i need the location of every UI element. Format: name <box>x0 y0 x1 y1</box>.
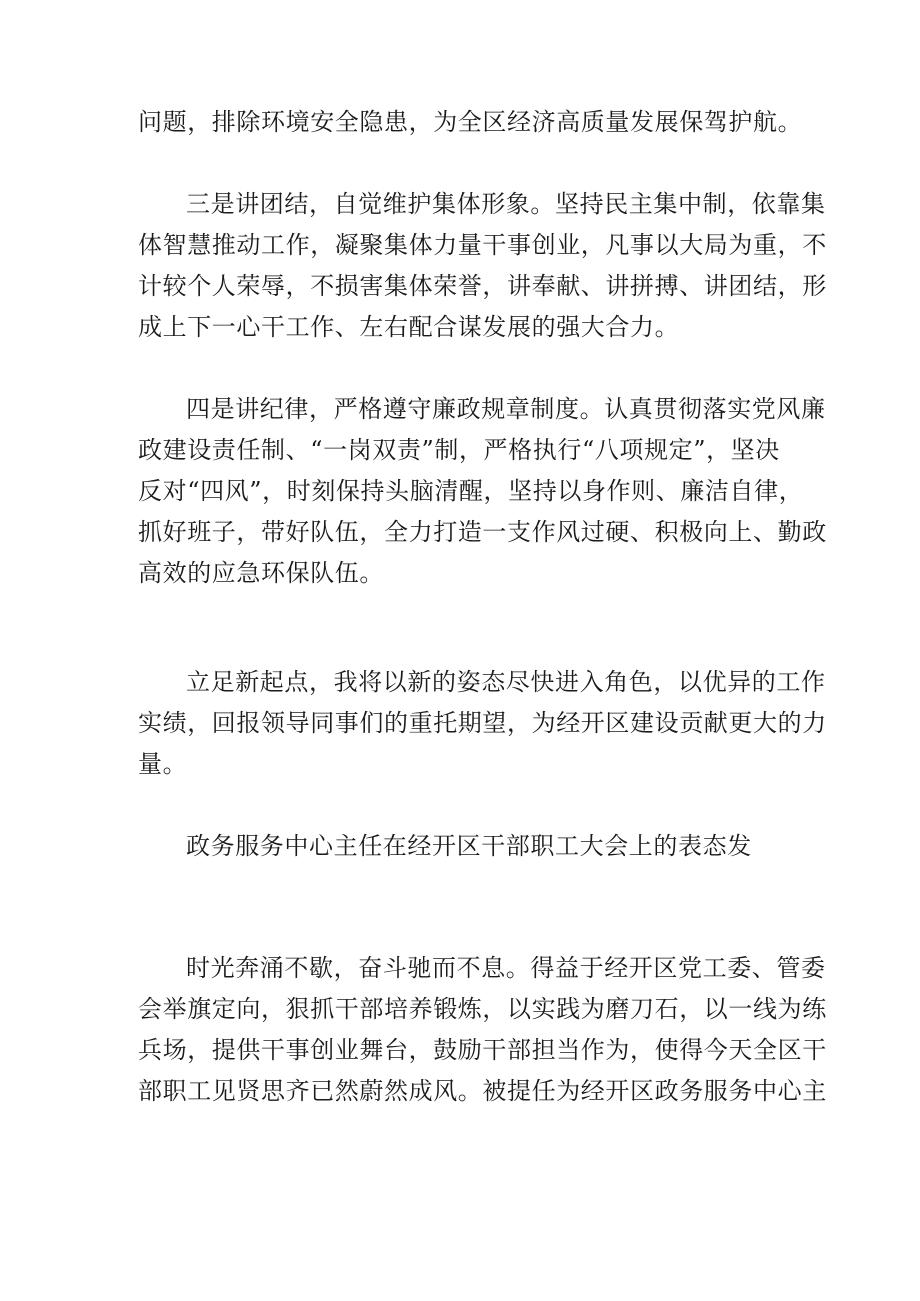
paragraph-4-line-2: 实绩，回报领导同事们的重托期望，为经开区建设贡献更大的力 <box>138 709 827 737</box>
paragraph-2-line-3: 计较个人荣辱，不损害集体荣誉，讲奉献、讲拼搏、讲团结，形 <box>138 272 827 300</box>
paragraph-3-line-3: 反对“四风”，时刻保持头脑清醒，坚持以身作则、廉洁自律， <box>138 477 804 505</box>
paragraph-4-line-3: 量。 <box>138 750 188 778</box>
paragraph-4-line-1: 立足新起点，我将以新的姿态尽快进入角色，以优异的工作 <box>186 668 826 696</box>
paragraph-5-line-1: 时光奔涌不歇，奋斗驰而不息。得益于经开区党工委、管委 <box>186 954 826 982</box>
paragraph-5-line-2: 会举旗定向，狠抓干部培养锻炼，以实践为磨刀石，以一线为练 <box>138 995 827 1023</box>
paragraph-1-line-1: 问题，排除环境安全隐患，为全区经济高质量发展保驾护航。 <box>138 108 803 136</box>
paragraph-5-line-3: 兵场，提供干事创业舞台，鼓励干部担当作为，使得今天全区干 <box>138 1036 827 1064</box>
paragraph-2-line-2: 体智慧推动工作，凝聚集体力量干事创业，凡事以大局为重，不 <box>138 231 827 259</box>
paragraph-3-line-4: 抓好班子，带好队伍，全力打造一支作风过硬、积极向上、勤政 <box>138 518 827 546</box>
section-title: 政务服务中心主任在经开区干部职工大会上的表态发 <box>186 832 752 860</box>
paragraph-3-line-1: 四是讲纪律，严格遵守廉政规章制度。认真贯彻落实党风廉 <box>186 395 826 423</box>
paragraph-3-line-5: 高效的应急环保队伍。 <box>138 559 384 587</box>
paragraph-5-line-4: 部职工见贤思齐已然蔚然成风。被提任为经开区政务服务中心主 <box>138 1077 827 1105</box>
paragraph-2-line-1: 三是讲团结，自觉维护集体形象。坚持民主集中制，依靠集 <box>186 190 826 218</box>
paragraph-3-line-2: 政建设责任制、“一岗双责”制，严格执行“八项规定”，坚决 <box>138 436 780 464</box>
paragraph-2-line-4: 成上下一心干工作、左右配合谋发展的强大合力。 <box>138 313 680 341</box>
